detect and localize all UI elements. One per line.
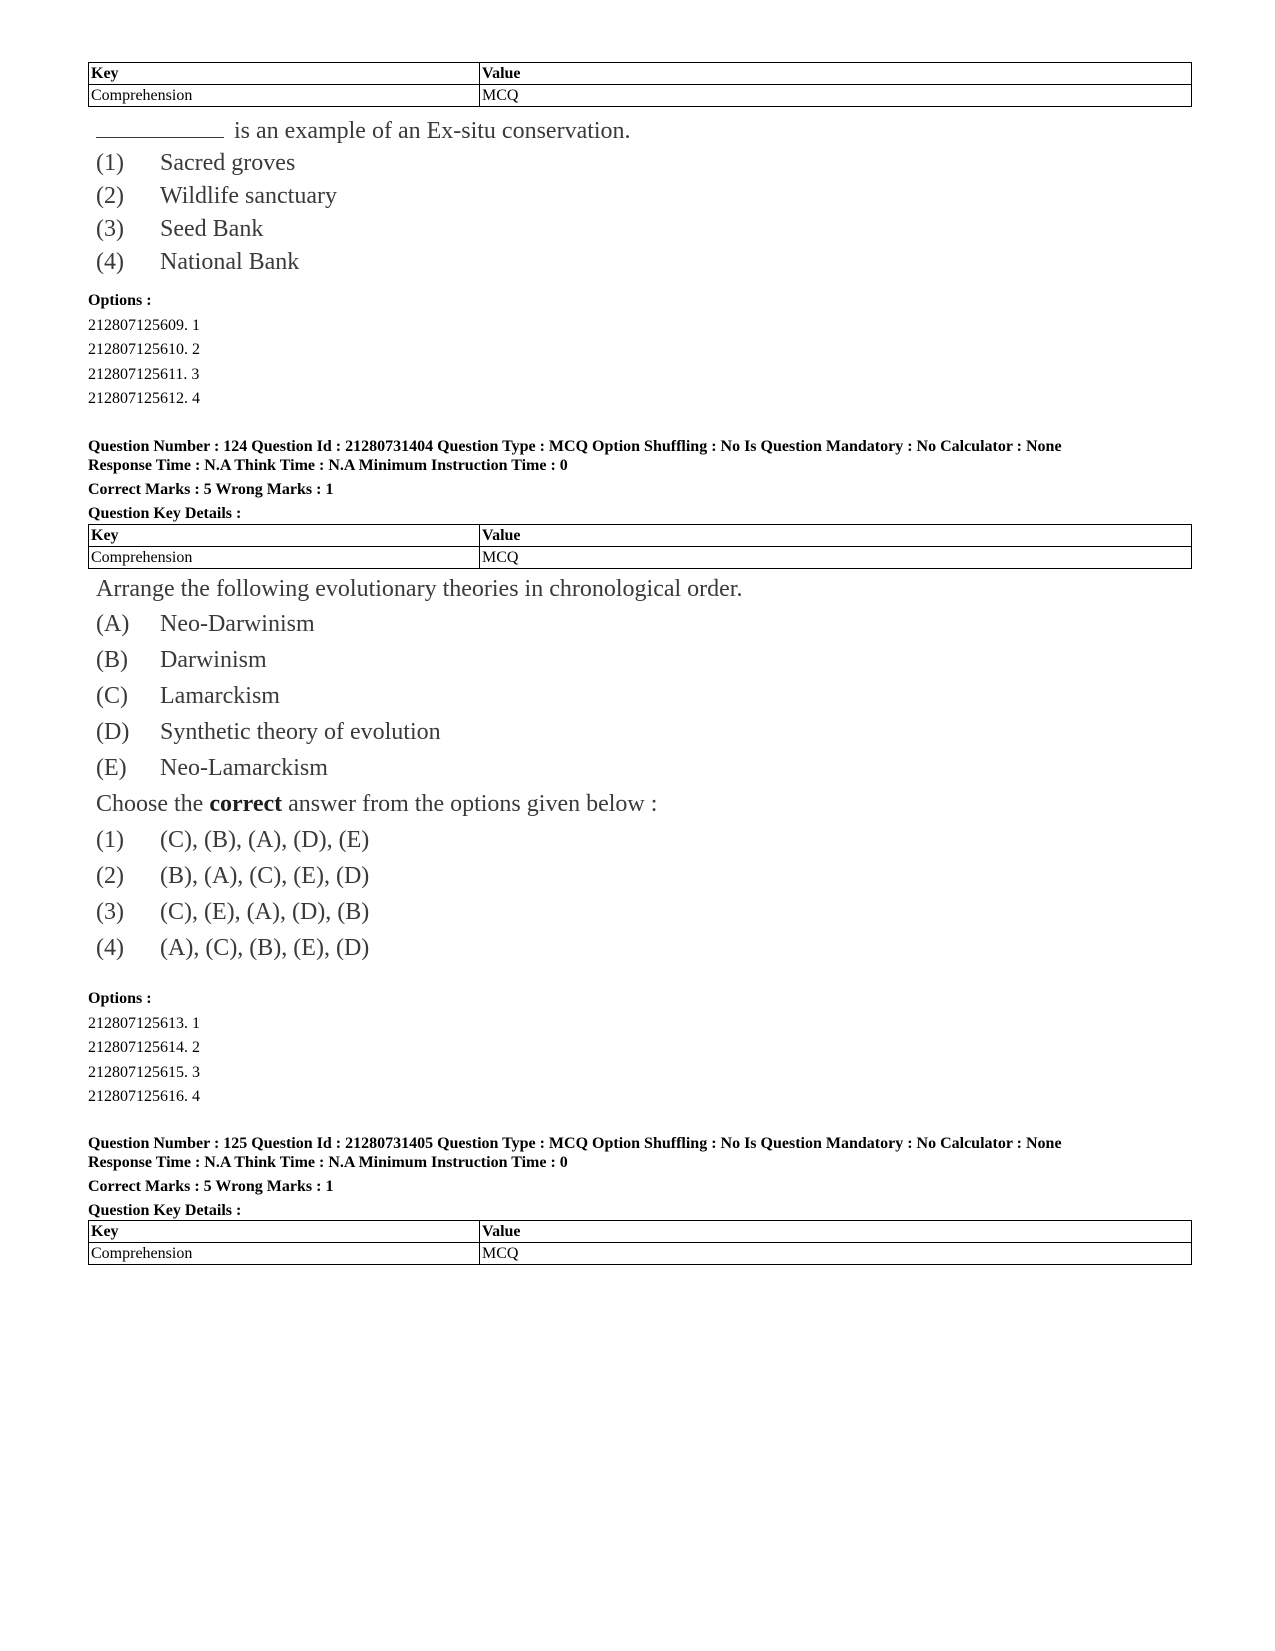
- option-item: 212807125616. 4: [88, 1088, 200, 1105]
- table-row: [89, 547, 1192, 569]
- question-info-line: Question Number : 124 Question Id : 21280731404 Question Type : MCQ Option Shuffling : No Is Question Mandatory : No Calculator : None: [88, 438, 1062, 455]
- key-cell: Comprehension: [89, 547, 480, 569]
- option-item: 212807125612. 4: [88, 390, 200, 407]
- options-title: Options :: [88, 292, 152, 309]
- key-cell: Comprehension: [89, 85, 480, 107]
- answer-choice: (2) Wildlife sanctuary: [96, 183, 337, 209]
- fill-in-blank: [96, 117, 224, 138]
- theory-item: (E) Neo-Lamarckism: [96, 755, 328, 781]
- question-meta-124: [88, 437, 1062, 528]
- options-list: [88, 289, 200, 412]
- value-cell: MCQ: [480, 85, 1192, 107]
- theory-item: (D) Synthetic theory of evolution: [96, 719, 441, 745]
- option-item: 212807125615. 3: [88, 1063, 200, 1081]
- key-cell: Comprehension: [89, 1243, 480, 1265]
- key-details-label: Question Key Details :: [88, 505, 242, 522]
- question-image-124: [96, 572, 742, 966]
- answer-choice: (2) (B), (A), (C), (E), (D): [96, 863, 370, 889]
- value-cell: MCQ: [480, 1243, 1192, 1265]
- question-meta-125: [88, 1134, 1062, 1225]
- value-header: Value: [480, 63, 1192, 85]
- table-row: [89, 1243, 1192, 1265]
- options-list: [88, 987, 200, 1110]
- theory-item: (B) Darwinism: [96, 647, 267, 673]
- option-item: 212807125613. 1: [88, 1014, 200, 1032]
- table-row: [89, 85, 1192, 107]
- question-key-table: [88, 524, 1192, 569]
- answer-choice: (3) (C), (E), (A), (D), (B): [96, 899, 370, 925]
- answer-choice: (3) Seed Bank: [96, 216, 264, 242]
- answer-choice: (1) (C), (B), (A), (D), (E): [96, 827, 370, 853]
- question-info-line: Question Number : 125 Question Id : 21280731405 Question Type : MCQ Option Shuffling : No Is Question Mandatory : No Calculator : None: [88, 1135, 1062, 1152]
- options-title: Options :: [88, 990, 152, 1007]
- key-header: Key: [89, 63, 480, 85]
- key-header: Key: [89, 1221, 480, 1243]
- table-header-row: [89, 525, 1192, 547]
- response-time-line: Response Time : N.A Think Time : N.A Minimum Instruction Time : 0: [88, 457, 568, 474]
- question-stem: is an example of an Ex-situ conservation.: [96, 115, 631, 147]
- marks-line: Correct Marks : 5 Wrong Marks : 1: [88, 1178, 334, 1195]
- option-item: 212807125614. 2: [88, 1039, 200, 1056]
- option-item: 212807125609. 1: [88, 316, 200, 334]
- response-time-line: Response Time : N.A Think Time : N.A Minimum Instruction Time : 0: [88, 1154, 568, 1171]
- marks-line: Correct Marks : 5 Wrong Marks : 1: [88, 481, 334, 498]
- option-item: 212807125610. 2: [88, 341, 200, 358]
- theory-item: (A) Neo-Darwinism: [96, 611, 315, 637]
- value-header: Value: [480, 525, 1192, 547]
- question-image-123: [96, 115, 631, 279]
- answer-choice: (4) National Bank: [96, 249, 300, 275]
- key-header: Key: [89, 525, 480, 547]
- answer-choice: (1) Sacred groves: [96, 150, 296, 176]
- key-details-label: Question Key Details :: [88, 1202, 242, 1219]
- answer-choice: (4) (A), (C), (B), (E), (D): [96, 935, 370, 961]
- theory-item: (C) Lamarckism: [96, 683, 280, 709]
- choose-instruction: Choose the correct answer from the options given below :: [96, 791, 658, 817]
- table-header-row: [89, 1221, 1192, 1243]
- option-item: 212807125611. 3: [88, 365, 200, 383]
- question-key-table: [88, 62, 1192, 107]
- question-key-table: [88, 1220, 1192, 1265]
- value-cell: MCQ: [480, 547, 1192, 569]
- value-header: Value: [480, 1221, 1192, 1243]
- question-stem: Arrange the following evolutionary theories in chronological order.: [96, 576, 743, 602]
- table-header-row: [89, 63, 1192, 85]
